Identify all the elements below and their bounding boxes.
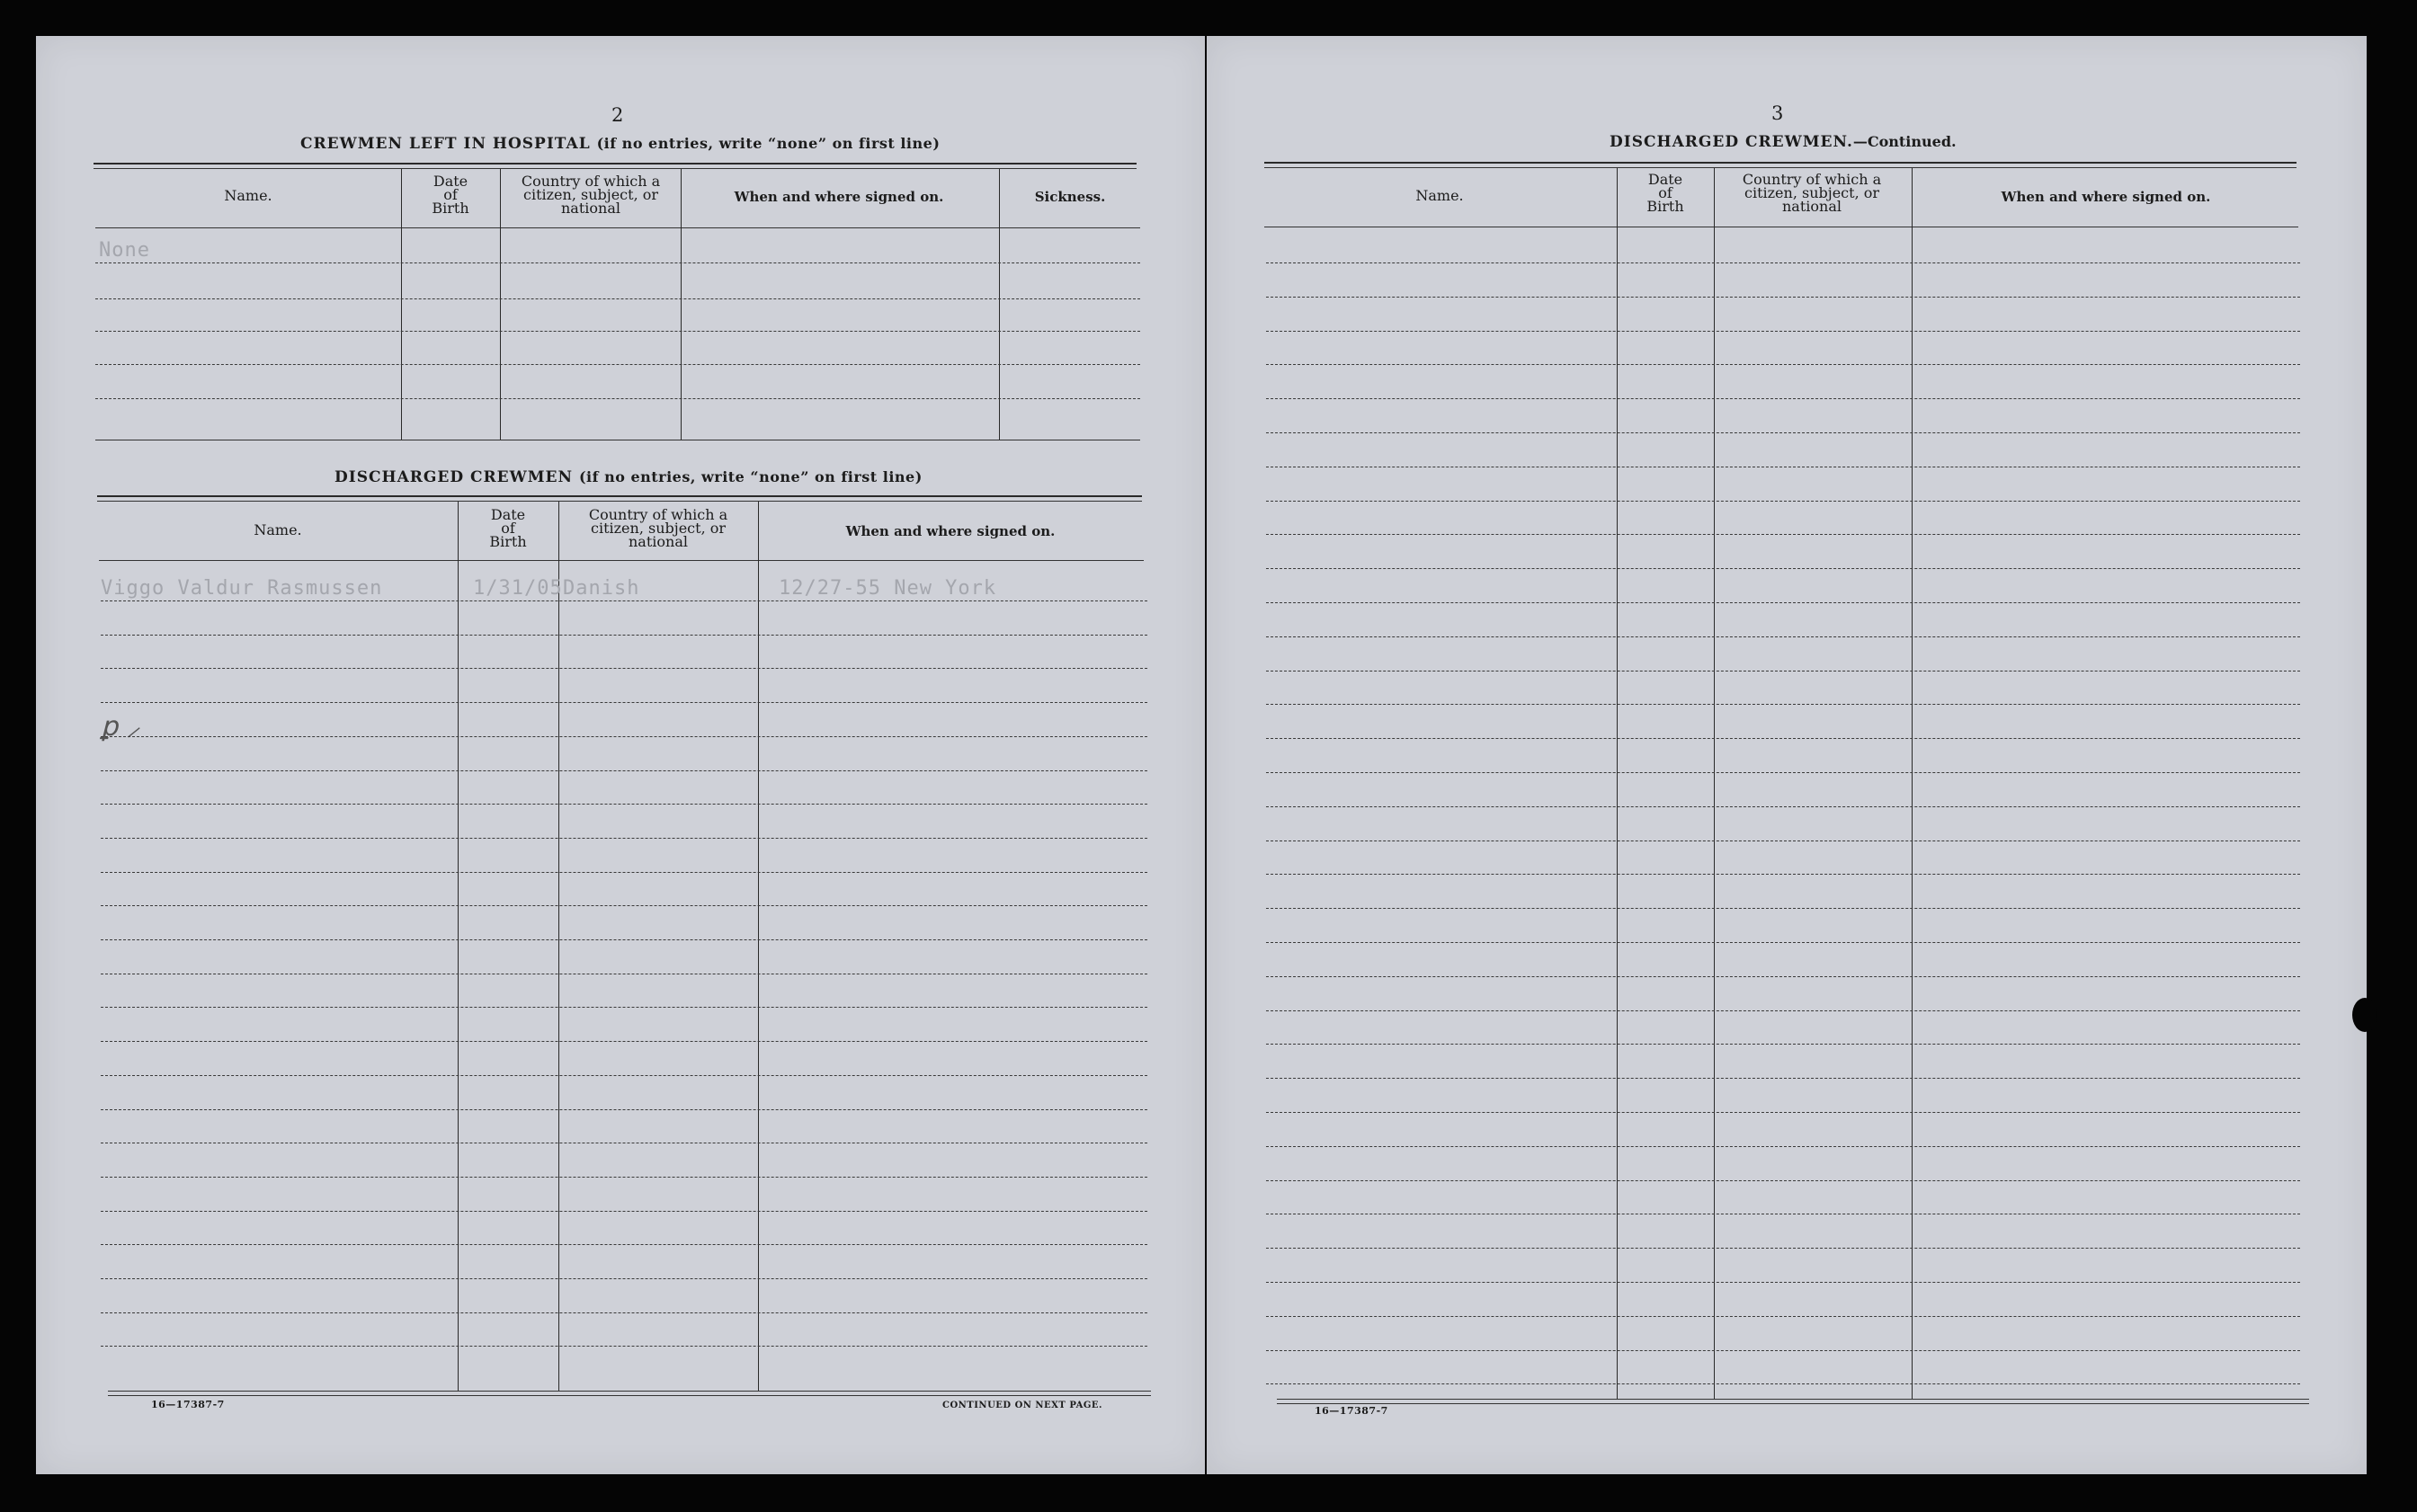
ruled-line: [1266, 364, 2300, 365]
hospital-entry-name: None: [99, 239, 150, 262]
hospital-col-dob: Date of Birth: [432, 173, 469, 217]
discharged-bottom-rule: [108, 1391, 1151, 1392]
ruled-line: [1266, 1078, 2300, 1079]
ruled-line: [1266, 1316, 2300, 1317]
page-number-left: 2: [611, 104, 624, 126]
ruled-line: [101, 702, 1147, 703]
hospital-divider-3: [681, 169, 682, 440]
ruled-line: [101, 838, 1147, 839]
hospital-col-signed: When and where signed on.: [734, 189, 944, 205]
right-form-page: [1207, 36, 2367, 1474]
right-divider-3: [1912, 168, 1913, 1400]
hospital-col-name: Name.: [224, 187, 272, 204]
right-section-title: DISCHARGED CREWMEN.—Continued.: [1610, 133, 1957, 151]
ruled-line: [101, 872, 1147, 873]
pencil-mark: ꝑ ⸝: [101, 711, 140, 743]
ruled-line: [1266, 1282, 2300, 1283]
ruled-line: [1266, 636, 2300, 637]
ruled-line: [1266, 976, 2300, 977]
discharged-top-rule-2: [97, 501, 1142, 502]
discharged-top-rule: [97, 495, 1142, 497]
ruled-line: [101, 1312, 1147, 1313]
ruled-line: [1266, 297, 2300, 298]
hospital-row-line: [95, 364, 1140, 365]
discharged-bottom-rule-2: [108, 1395, 1151, 1396]
ruled-line: [1266, 1112, 2300, 1113]
ruled-line: [101, 905, 1147, 906]
discharged-col-name: Name.: [254, 521, 302, 538]
ruled-line: [1266, 1383, 2300, 1384]
hospital-row-line: [95, 298, 1140, 299]
ruled-line: [101, 1244, 1147, 1245]
hospital-top-rule-2: [94, 168, 1137, 169]
ruled-line: [101, 1211, 1147, 1212]
page-number-right: 3: [1771, 102, 1784, 124]
hospital-divider-1: [401, 169, 402, 440]
ruled-line: [1266, 671, 2300, 672]
hospital-row-line: [95, 262, 1140, 263]
right-col-country: Country of which a citizen, subject, or national: [1742, 171, 1882, 215]
ruled-line: [101, 1109, 1147, 1110]
ruled-line: [101, 804, 1147, 805]
right-col-dob: Date of Birth: [1646, 171, 1684, 215]
ruled-line: [1266, 1350, 2300, 1351]
discharged-entry-dob: 1/31/05: [473, 577, 563, 600]
page-edge-notch: [2352, 998, 2377, 1032]
ruled-line: [1266, 1010, 2300, 1011]
left-form-page: [36, 36, 1205, 1474]
discharged-entry-country: Danish: [563, 577, 640, 600]
ruled-line: [1266, 704, 2300, 705]
right-divider-2: [1714, 168, 1715, 1400]
discharged-col-country: Country of which a citizen, subject, or national: [588, 506, 728, 550]
ruled-line: [101, 736, 1147, 737]
continued-note: CONTINUED ON NEXT PAGE.: [942, 1401, 1103, 1410]
form-number-left: 16—17387-7: [151, 1399, 225, 1410]
ruled-line: [1266, 1146, 2300, 1147]
ruled-line: [1266, 1180, 2300, 1181]
ruled-line: [1266, 501, 2300, 502]
ruled-line: [1266, 942, 2300, 943]
ruled-line: [1266, 432, 2300, 433]
ruled-line: [1266, 908, 2300, 909]
ruled-line: [101, 1177, 1147, 1178]
ruled-line: [1266, 806, 2300, 807]
discharged-entry-name: Viggo Valdur Rasmussen: [101, 577, 383, 600]
right-col-name: Name.: [1415, 187, 1464, 204]
hospital-header-rule: [95, 227, 1140, 228]
hospital-divider-4: [999, 169, 1000, 440]
hospital-divider-2: [500, 169, 501, 440]
discharged-header-rule: [99, 560, 1144, 561]
ruled-line: [1266, 874, 2300, 875]
hospital-row-line: [95, 398, 1140, 399]
ruled-line: [101, 668, 1147, 669]
ruled-line: [101, 939, 1147, 940]
discharged-section-title: DISCHARGED CREWMEN (if no entries, write “none” on first line): [334, 468, 923, 486]
ruled-line: [1266, 772, 2300, 773]
ruled-line: [101, 1346, 1147, 1347]
discharged-col-signed: When and where signed on.: [845, 523, 1056, 539]
ruled-line: [1266, 331, 2300, 332]
right-top-rule-2: [1264, 167, 2297, 168]
right-bottom-rule: [1277, 1399, 2309, 1400]
ruled-line: [1266, 1044, 2300, 1045]
ruled-line: [1266, 262, 2300, 263]
ruled-line: [101, 1075, 1147, 1076]
discharged-col-dob: Date of Birth: [489, 506, 527, 550]
ruled-line: [1266, 534, 2300, 535]
form-number-right: 16—17387-7: [1315, 1405, 1388, 1417]
hospital-col-country: Country of which a citizen, subject, or national: [521, 173, 661, 217]
right-top-rule: [1264, 162, 2297, 164]
hospital-col-sickness: Sickness.: [1034, 189, 1106, 205]
ruled-line: [101, 1007, 1147, 1008]
hospital-top-rule: [94, 163, 1137, 165]
ruled-line: [1266, 398, 2300, 399]
ruled-line: [101, 635, 1147, 636]
ruled-line: [1266, 738, 2300, 739]
ruled-line: [101, 1041, 1147, 1042]
ruled-line: [1266, 1248, 2300, 1249]
right-bottom-rule-2: [1277, 1403, 2309, 1404]
ruled-line: [1266, 602, 2300, 603]
discharged-entry-signed: 12/27-55 New York: [779, 577, 997, 600]
ruled-line: [1266, 840, 2300, 841]
hospital-row-line: [95, 331, 1140, 332]
hospital-section-title: CREWMEN LEFT IN HOSPITAL (if no entries, write “none” on first line): [300, 135, 941, 153]
ruled-line: [101, 600, 1147, 601]
ruled-line: [1266, 568, 2300, 569]
ruled-line: [101, 770, 1147, 771]
right-col-signed: When and where signed on.: [2001, 189, 2211, 205]
ruled-line: [101, 1278, 1147, 1279]
right-divider-1: [1617, 168, 1618, 1400]
